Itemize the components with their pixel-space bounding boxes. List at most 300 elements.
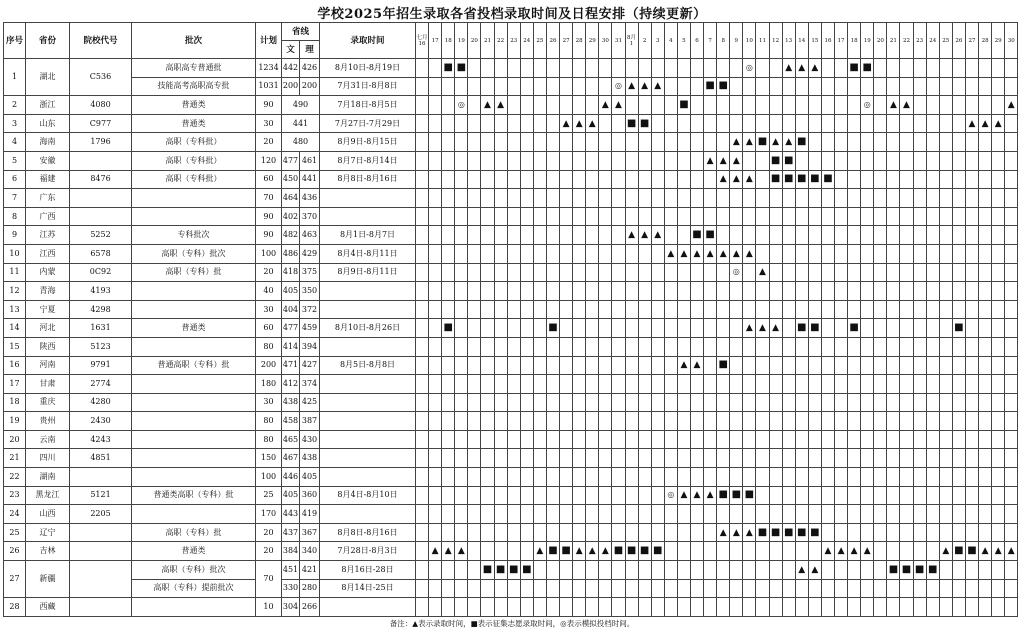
day-cell <box>992 96 1005 115</box>
day-cell <box>782 505 795 524</box>
day-cell <box>664 226 677 245</box>
row-province: 河南 <box>26 356 70 375</box>
day-cell <box>965 263 978 282</box>
day-cell <box>494 319 507 338</box>
day-cell <box>1005 412 1018 431</box>
day-cell <box>690 189 703 208</box>
day-cell <box>979 263 992 282</box>
row-batch <box>132 189 256 208</box>
day-cell <box>625 393 638 412</box>
day-cell <box>769 393 782 412</box>
day-cell <box>455 412 468 431</box>
row-time <box>320 468 416 487</box>
day-cell <box>625 133 638 152</box>
day-cell <box>599 375 612 394</box>
day-cell <box>468 412 481 431</box>
day-cell <box>743 319 756 338</box>
day-cell <box>1005 319 1018 338</box>
day-cell <box>1005 189 1018 208</box>
day-cell <box>769 189 782 208</box>
day-cell <box>533 207 546 226</box>
day-cell <box>795 282 808 301</box>
table-row <box>4 542 1018 561</box>
admission-mark: ▲ <box>693 248 701 259</box>
day-cell <box>612 449 625 468</box>
day-cell <box>599 282 612 301</box>
day-cell <box>848 244 861 263</box>
day-cell <box>861 393 874 412</box>
day-cell <box>573 151 586 170</box>
admission-mark: ▲ <box>745 323 753 334</box>
day-cell <box>926 244 939 263</box>
day-cell <box>821 300 834 319</box>
day-cell <box>782 598 795 617</box>
day-cell <box>861 244 874 263</box>
day-cell <box>704 300 717 319</box>
row-li: 266 <box>300 598 320 617</box>
row-province: 广西 <box>26 207 70 226</box>
day-cell <box>416 337 429 356</box>
day-cell <box>835 337 848 356</box>
day-cell <box>756 300 769 319</box>
day-cell <box>677 96 690 115</box>
day-cell <box>979 412 992 431</box>
day-cell <box>992 244 1005 263</box>
day-cell <box>651 170 664 189</box>
day-cell <box>638 356 651 375</box>
day-cell <box>965 207 978 226</box>
day-cell <box>979 282 992 301</box>
row-index: 7 <box>4 189 26 208</box>
day-cell <box>874 226 887 245</box>
day-cell <box>730 189 743 208</box>
day-cell <box>821 244 834 263</box>
day-cell <box>874 598 887 617</box>
day-cell <box>939 468 952 487</box>
day-cell <box>455 579 468 598</box>
day-cell <box>926 523 939 542</box>
day-cell <box>717 133 730 152</box>
day-cell <box>468 505 481 524</box>
day-cell <box>638 282 651 301</box>
day-cell <box>717 263 730 282</box>
day-cell <box>992 133 1005 152</box>
day-cell <box>416 300 429 319</box>
day-cell <box>494 300 507 319</box>
day-cell <box>821 523 834 542</box>
day-cell <box>520 375 533 394</box>
day-cell <box>913 226 926 245</box>
row-time <box>320 393 416 412</box>
day-cell <box>442 598 455 617</box>
supplement-mark: ■ <box>548 545 558 557</box>
row-wen: 477 <box>282 319 300 338</box>
row-province: 宁夏 <box>26 300 70 319</box>
day-cell <box>677 468 690 487</box>
day-cell <box>979 468 992 487</box>
supplement-mark: ■ <box>692 229 702 241</box>
row-plan: 10 <box>256 598 282 617</box>
day-cell <box>625 96 638 115</box>
day-cell <box>533 244 546 263</box>
day-cell <box>560 96 573 115</box>
day-cell <box>887 133 900 152</box>
day-cell <box>520 226 533 245</box>
day-cell <box>808 561 821 580</box>
day-cell <box>926 114 939 133</box>
day-cell <box>455 486 468 505</box>
day-cell <box>442 226 455 245</box>
day-cell <box>455 207 468 226</box>
header-day: 17 <box>835 23 848 59</box>
row-province: 浙江 <box>26 96 70 115</box>
day-cell <box>468 189 481 208</box>
day-cell <box>808 170 821 189</box>
day-cell <box>455 151 468 170</box>
day-cell <box>507 505 520 524</box>
day-cell <box>677 189 690 208</box>
row-wen: 450 <box>282 170 300 189</box>
day-cell <box>743 449 756 468</box>
day-cell <box>494 579 507 598</box>
day-cell <box>730 96 743 115</box>
day-cell <box>468 523 481 542</box>
day-cell <box>494 77 507 96</box>
day-cell <box>887 393 900 412</box>
day-cell <box>481 449 494 468</box>
day-cell <box>1005 263 1018 282</box>
day-cell <box>835 598 848 617</box>
day-cell <box>612 151 625 170</box>
day-cell <box>952 393 965 412</box>
day-cell <box>821 114 834 133</box>
day-cell <box>468 133 481 152</box>
header-day: 8月1 <box>625 23 638 59</box>
row-code: 4193 <box>70 282 132 301</box>
day-cell <box>599 244 612 263</box>
day-cell <box>926 468 939 487</box>
day-cell <box>494 244 507 263</box>
day-cell <box>808 486 821 505</box>
day-cell <box>756 505 769 524</box>
day-cell <box>520 263 533 282</box>
day-cell <box>717 282 730 301</box>
day-cell <box>835 542 848 561</box>
day-cell <box>442 486 455 505</box>
day-cell <box>704 77 717 96</box>
day-cell <box>429 579 442 598</box>
day-cell <box>743 505 756 524</box>
header-day: 27 <box>560 23 573 59</box>
admission-mark: ▲ <box>680 248 688 259</box>
day-cell <box>730 468 743 487</box>
day-cell <box>599 59 612 78</box>
day-cell <box>835 375 848 394</box>
header-day: 18 <box>848 23 861 59</box>
day-cell <box>442 189 455 208</box>
day-cell <box>939 59 952 78</box>
day-cell <box>913 542 926 561</box>
day-cell <box>704 561 717 580</box>
simulation-mark: ◎ <box>745 62 753 72</box>
day-cell <box>573 226 586 245</box>
row-batch: 普通类 <box>132 96 256 115</box>
day-cell <box>1005 170 1018 189</box>
day-cell <box>533 523 546 542</box>
day-cell <box>468 114 481 133</box>
day-cell <box>808 300 821 319</box>
header-day: 24 <box>926 23 939 59</box>
day-cell <box>769 59 782 78</box>
supplement-mark: ■ <box>653 545 663 557</box>
day-cell <box>638 133 651 152</box>
day-cell <box>769 579 782 598</box>
day-cell <box>743 263 756 282</box>
table-row <box>4 337 1018 356</box>
header-day: 19 <box>455 23 468 59</box>
day-cell <box>952 59 965 78</box>
day-cell <box>546 319 559 338</box>
day-cell <box>848 77 861 96</box>
day-cell <box>586 393 599 412</box>
day-cell <box>979 207 992 226</box>
day-cell <box>651 598 664 617</box>
row-plan: 20 <box>256 133 282 152</box>
day-cell <box>481 542 494 561</box>
day-cell <box>586 282 599 301</box>
day-cell <box>455 375 468 394</box>
day-cell <box>612 300 625 319</box>
day-cell <box>494 207 507 226</box>
day-cell <box>612 579 625 598</box>
row-batch <box>132 505 256 524</box>
row-li: 405 <box>300 468 320 487</box>
day-cell <box>546 151 559 170</box>
day-cell <box>586 486 599 505</box>
day-cell <box>730 151 743 170</box>
day-cell <box>874 505 887 524</box>
day-cell <box>573 133 586 152</box>
day-cell <box>520 449 533 468</box>
day-cell <box>769 263 782 282</box>
day-cell <box>900 337 913 356</box>
day-cell <box>507 449 520 468</box>
admission-mark: ▲ <box>667 248 675 259</box>
day-cell <box>874 337 887 356</box>
day-cell <box>821 59 834 78</box>
day-cell <box>861 356 874 375</box>
table-row <box>4 170 1018 189</box>
day-cell <box>690 561 703 580</box>
day-cell <box>560 319 573 338</box>
day-cell <box>900 300 913 319</box>
day-cell <box>926 337 939 356</box>
day-cell <box>573 282 586 301</box>
day-cell <box>677 319 690 338</box>
row-batch: 普通类高职（专科）批 <box>132 486 256 505</box>
day-cell <box>939 151 952 170</box>
day-cell <box>573 319 586 338</box>
day-cell <box>861 505 874 524</box>
day-cell <box>429 598 442 617</box>
row-index: 25 <box>4 523 26 542</box>
day-cell <box>979 114 992 133</box>
day-cell <box>965 133 978 152</box>
day-cell <box>586 189 599 208</box>
day-cell <box>677 282 690 301</box>
row-score: 441 <box>282 114 320 133</box>
table-row <box>4 561 1018 580</box>
day-cell <box>821 430 834 449</box>
day-cell <box>507 375 520 394</box>
day-cell <box>520 300 533 319</box>
day-cell <box>612 337 625 356</box>
day-cell <box>481 523 494 542</box>
day-cell <box>743 96 756 115</box>
day-cell <box>468 430 481 449</box>
day-cell <box>874 207 887 226</box>
day-cell <box>874 375 887 394</box>
supplement-mark: ■ <box>914 563 925 575</box>
day-cell <box>979 151 992 170</box>
day-cell <box>442 133 455 152</box>
day-cell <box>507 523 520 542</box>
day-cell <box>546 170 559 189</box>
row-batch <box>132 337 256 356</box>
day-cell <box>874 449 887 468</box>
day-cell <box>756 430 769 449</box>
day-cell <box>690 319 703 338</box>
day-cell <box>782 263 795 282</box>
day-cell <box>756 77 769 96</box>
day-cell <box>442 319 455 338</box>
day-cell <box>586 412 599 431</box>
day-cell <box>546 282 559 301</box>
day-cell <box>455 393 468 412</box>
day-cell <box>913 151 926 170</box>
day-cell <box>939 412 952 431</box>
day-cell <box>690 114 703 133</box>
day-cell <box>992 226 1005 245</box>
day-cell <box>965 375 978 394</box>
supplement-mark: ■ <box>744 489 755 501</box>
day-cell <box>664 189 677 208</box>
header-day: 11 <box>756 23 769 59</box>
row-code <box>70 207 132 226</box>
day-cell <box>560 449 573 468</box>
day-cell <box>887 282 900 301</box>
day-cell <box>717 523 730 542</box>
day-cell <box>468 244 481 263</box>
day-cell <box>821 170 834 189</box>
row-index: 17 <box>4 375 26 394</box>
day-cell <box>494 393 507 412</box>
day-cell <box>416 523 429 542</box>
day-cell <box>861 300 874 319</box>
day-cell <box>586 542 599 561</box>
supplement-mark: ■ <box>522 563 532 575</box>
row-index: 11 <box>4 263 26 282</box>
day-cell <box>416 151 429 170</box>
row-time: 8月8日-8月16日 <box>320 170 416 189</box>
row-li: 461 <box>300 151 320 170</box>
day-cell <box>900 151 913 170</box>
row-li: 427 <box>300 356 320 375</box>
day-cell <box>429 542 442 561</box>
day-cell <box>599 449 612 468</box>
day-cell <box>533 263 546 282</box>
day-cell <box>717 598 730 617</box>
day-cell <box>900 375 913 394</box>
day-cell <box>442 114 455 133</box>
table-row <box>4 226 1018 245</box>
admission-mark: ▲ <box>431 546 439 557</box>
day-cell <box>455 77 468 96</box>
day-cell <box>900 430 913 449</box>
table-row <box>4 356 1018 375</box>
day-cell <box>965 226 978 245</box>
day-cell <box>560 542 573 561</box>
day-cell <box>625 263 638 282</box>
day-cell <box>573 170 586 189</box>
day-cell <box>808 393 821 412</box>
day-cell <box>481 412 494 431</box>
table-row <box>4 412 1018 431</box>
day-cell <box>442 561 455 580</box>
day-cell <box>992 319 1005 338</box>
day-cell <box>808 468 821 487</box>
day-cell <box>429 189 442 208</box>
day-cell <box>926 393 939 412</box>
day-cell <box>992 337 1005 356</box>
day-cell <box>625 244 638 263</box>
day-cell <box>926 505 939 524</box>
row-batch: 高职高专普通批 <box>132 59 256 78</box>
row-province: 山东 <box>26 114 70 133</box>
day-cell <box>926 319 939 338</box>
admission-mark: ▲ <box>824 546 832 557</box>
supplement-mark: ■ <box>901 563 912 575</box>
row-batch: 高职（专科）批次 <box>132 244 256 263</box>
day-cell <box>612 598 625 617</box>
day-cell <box>900 319 913 338</box>
day-cell <box>808 356 821 375</box>
day-cell <box>638 189 651 208</box>
day-cell <box>625 505 638 524</box>
row-plan: 60 <box>256 170 282 189</box>
admission-mark: ▲ <box>994 546 1002 557</box>
row-plan: 80 <box>256 430 282 449</box>
day-cell <box>612 356 625 375</box>
day-cell <box>887 337 900 356</box>
row-wen: 458 <box>282 412 300 431</box>
day-cell <box>913 449 926 468</box>
day-cell <box>769 151 782 170</box>
day-cell <box>900 542 913 561</box>
supplement-mark: ■ <box>613 545 624 557</box>
day-cell <box>481 300 494 319</box>
day-cell <box>795 486 808 505</box>
day-cell <box>520 170 533 189</box>
row-li: 387 <box>300 412 320 431</box>
day-cell <box>717 449 730 468</box>
day-cell <box>442 59 455 78</box>
day-cell <box>612 77 625 96</box>
day-cell <box>874 189 887 208</box>
day-cell <box>861 207 874 226</box>
day-cell <box>795 542 808 561</box>
day-cell <box>848 59 861 78</box>
